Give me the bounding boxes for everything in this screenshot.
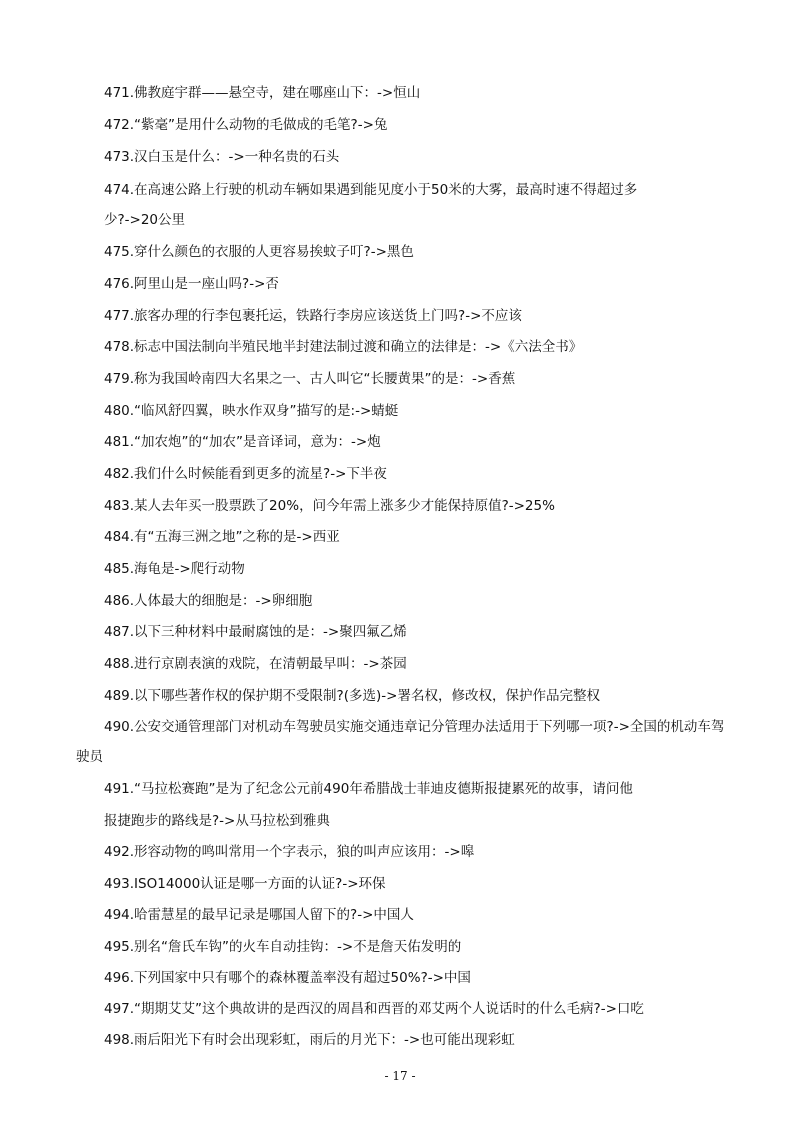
text-line: 493.ISO14000认证是哪一方面的认证?->环保 [104, 876, 386, 892]
text-line: 481.“加农炮”的“加农”是音译词，意为：->炮 [104, 434, 381, 450]
text-line: 497.“期期艾艾”这个典故讲的是西汉的周昌和西晋的邓艾两个人说话时的什么毛病?->口吃 [104, 1001, 644, 1017]
text-line: 476.阿里山是一座山吗?->否 [104, 276, 279, 292]
text-line: 483.某人去年买一股票跌了20%，问今年需上涨多少才能保持原值?->25% [104, 498, 555, 514]
text-line: 484.有“五海三洲之地”之称的是->西亚 [104, 529, 340, 545]
text-line: 491.“马拉松赛跑”是为了纪念公元前490年希腊战士菲迪皮德斯报捷累死的故事，请问他 [104, 781, 633, 797]
text-line: 485.海龟是->爬行动物 [104, 561, 245, 577]
page-number: - 17 - [384, 1069, 416, 1083]
text-line: 490.公安交通管理部门对机动车驾驶员实施交通违章记分管理办法适用于下列哪一项?->全国的机动车驾 [104, 719, 725, 735]
text-line: 487.以下三种材料中最耐腐蚀的是：->聚四氟乙烯 [104, 624, 407, 640]
text-line: 475.穿什么颜色的衣服的人更容易挨蚊子叮?->黑色 [104, 244, 414, 260]
text-line: 473.汉白玉是什么：->一种名贵的石头 [104, 149, 340, 165]
text-line: 495.别名“詹氏车钩”的火车自动挂钩：->不是詹天佑发明的 [104, 939, 462, 955]
text-line: 496.下列国家中只有哪个的森林覆盖率没有超过50%?->中国 [104, 970, 471, 986]
text-line: 480.“临风舒四翼，映水作双身”描写的是:->蜻蜓 [104, 403, 399, 419]
text-line: 498.雨后阳光下有时会出现彩虹，雨后的月光下：->也可能出现彩虹 [104, 1032, 515, 1048]
text-line: 474.在高速公路上行驶的机动车辆如果遇到能见度小于50米的大雾，最高时速不得超过多 [104, 182, 638, 198]
text-line: 472.“紫毫”是用什么动物的毛做成的毛笔?->兔 [104, 117, 388, 133]
text-line: 479.称为我国岭南四大名果之一、古人叫它“长腰黄果”的是：->香蕉 [104, 371, 516, 387]
text-line: 489.以下哪些著作权的保护期不受限制?(多选)->署名权，修改权，保护作品完整权 [104, 688, 600, 704]
text-line: 478.标志中国法制向半殖民地半封建法制过渡和确立的法律是：->《六法全书》 [104, 339, 583, 355]
text-line: 少?->20公里 [104, 212, 186, 228]
text-line: 驶员 [76, 749, 103, 765]
text-line: 488.进行京剧表演的戏院，在清朝最早叫：->茶园 [104, 656, 407, 672]
text-line: 486.人体最大的细胞是：->卵细胞 [104, 593, 313, 609]
text-line: 482.我们什么时候能看到更多的流星?->下半夜 [104, 466, 387, 482]
text-line: 报捷跑步的路线是?->从马拉松到雅典 [104, 813, 330, 829]
text-line: 471.佛教庭宇群——悬空寺，建在哪座山下：->恒山 [104, 85, 421, 101]
text-line: 492.形容动物的鸣叫常用一个字表示，狼的叫声应该用：->嗥 [104, 844, 475, 860]
text-line: 494.哈雷慧星的最早记录是哪国人留下的?->中国人 [104, 907, 414, 923]
text-line: 477.旅客办理的行李包裹托运，铁路行李房应该送货上门吗?->不应该 [104, 308, 522, 324]
